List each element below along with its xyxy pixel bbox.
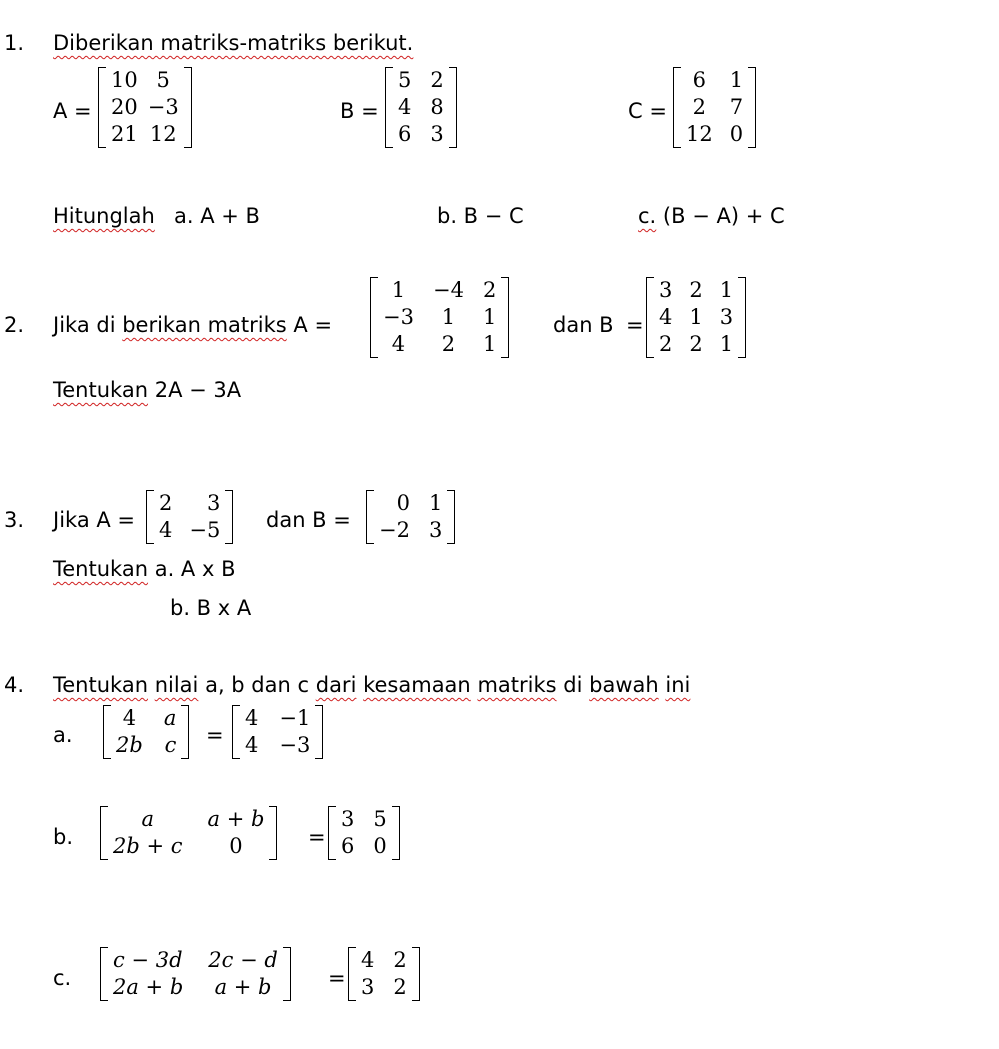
matrix-cell: 3 — [206, 491, 221, 515]
q4-title-word: matriks — [477, 673, 557, 697]
matrix-cell: 1 — [391, 278, 406, 302]
matrix-cell: a + b — [214, 975, 272, 999]
q1-matrix-a — [98, 67, 192, 148]
q2-text-jika: Jika di — [53, 313, 116, 337]
q4-a-left-matrix — [103, 705, 189, 759]
matrix-cell: c − 3d — [113, 948, 183, 972]
matrix-cell: 5 — [156, 68, 170, 92]
q2-text-berikan: berikan matriks — [122, 313, 287, 337]
matrix-cell: 4 — [245, 733, 259, 757]
q4-title-word: di — [563, 673, 583, 697]
matrix-cell: 1 — [482, 305, 497, 329]
q2-text-dan: dan B — [553, 313, 614, 337]
matrix-cell: 6 — [692, 68, 707, 92]
matrix-cell: 1 — [482, 332, 497, 356]
matrix-cell: 1 — [729, 68, 744, 92]
q4-b-left-matrix — [100, 806, 277, 860]
q3-number: 3. — [4, 508, 25, 532]
matrix-cell: 10 — [111, 68, 138, 92]
q2-tentukan: Tentukan — [53, 378, 149, 402]
q4-title-word: dari — [315, 673, 357, 697]
q4-title-word: kesamaan — [363, 673, 471, 697]
matrix-cell: −4 — [432, 278, 464, 302]
q3-tentukan: Tentukan — [53, 557, 149, 581]
q1-matrix-b — [385, 67, 457, 148]
matrix-cell: 12 — [149, 122, 177, 146]
matrix-cell: 2 — [430, 68, 444, 92]
matrix-cell: 12 — [686, 122, 713, 146]
matrix-cell: 2 — [393, 975, 407, 999]
q3-text-jika: Jika A = — [53, 508, 136, 532]
q4-a-right-matrix — [232, 705, 323, 759]
matrix-cell: 2 — [393, 948, 407, 972]
matrix-cell: 2 — [689, 332, 703, 356]
matrix-cell: 0 — [396, 491, 410, 515]
matrix-cell: 1 — [441, 305, 456, 329]
q4-title-word: bawah — [589, 673, 659, 697]
matrix-cell: 3 — [361, 975, 375, 999]
q4-b-right-matrix — [328, 806, 400, 860]
matrix-cell: 6 — [398, 122, 412, 146]
matrix-cell: c — [164, 733, 177, 757]
matrix-cell: 6 — [341, 834, 355, 858]
matrix-cell: 4 — [159, 518, 173, 542]
matrix-cell: 4 — [659, 305, 673, 329]
matrix-cell: 2b + c — [113, 834, 183, 858]
q1-part-c — [638, 204, 785, 228]
matrix-cell: 1 — [428, 491, 443, 515]
matrix-cell: a — [141, 807, 155, 831]
matrix-cell: 2 — [659, 332, 673, 356]
q1-part-c-label: c. — [638, 204, 657, 228]
q3-part-b: b. B x A — [170, 596, 252, 620]
matrix-cell: 1 — [719, 332, 734, 356]
q3-matrix-a — [146, 490, 233, 544]
matrix-cell: 2 — [482, 278, 497, 302]
matrix-cell: 3 — [719, 305, 734, 329]
q4-c-left-matrix — [100, 947, 291, 1001]
matrix-cell: 5 — [398, 68, 412, 92]
matrix-cell: 0 — [729, 122, 744, 146]
matrix-cell: 2 — [692, 95, 707, 119]
matrix-cell: −3 — [383, 305, 414, 329]
matrix-cell: 2 — [689, 278, 703, 302]
matrix-cell: 8 — [430, 95, 444, 119]
matrix-cell: 7 — [729, 95, 744, 119]
matrix-cell: 2 — [441, 332, 456, 356]
matrix-cell: 2a + b — [113, 975, 184, 999]
matrix-cell: a — [163, 706, 177, 730]
q1-label-a: A = — [53, 99, 92, 123]
q3-matrix-b — [366, 490, 455, 544]
q3-part-a: a. A x B — [154, 557, 236, 581]
matrix-cell: 4 — [398, 95, 412, 119]
matrix-cell: 3 — [428, 518, 443, 542]
q2-expression: 2A − 3A — [154, 378, 242, 402]
q4-b-equals: = — [308, 825, 326, 849]
matrix-cell: −1 — [279, 706, 311, 730]
matrix-cell: 3 — [659, 278, 673, 302]
q2-matrix-a — [370, 277, 509, 358]
matrix-cell: 4 — [245, 706, 259, 730]
q4-a-label: a. — [53, 723, 73, 747]
q2-matrix-b — [646, 277, 746, 358]
matrix-cell: 0 — [373, 834, 387, 858]
matrix-cell: 0 — [229, 834, 243, 858]
q1-part-c-expr: (B − A) + C — [662, 204, 785, 228]
q2-tentukan-line — [53, 378, 241, 402]
q4-title — [53, 673, 690, 697]
q3-text-dan: dan B = — [266, 508, 351, 532]
matrix-cell: −3 — [147, 95, 179, 119]
matrix-cell: 5 — [373, 807, 387, 831]
matrix-cell: 3 — [341, 807, 355, 831]
matrix-cell: 2c − d — [208, 948, 278, 972]
q1-part-a: a. A + B — [174, 204, 260, 228]
q1-label-c: C = — [628, 99, 667, 123]
q2-text — [53, 313, 332, 337]
q2-equals: = — [626, 313, 644, 337]
q1-part-b: b. B − C — [437, 204, 524, 228]
q1-hitunglah: Hitunglah — [53, 204, 155, 228]
q4-b-label: b. — [53, 825, 74, 849]
q3-tentukan-line — [53, 557, 235, 581]
matrix-cell: −5 — [189, 518, 221, 542]
q4-a-equals: = — [206, 723, 224, 747]
q1-matrix-c — [673, 67, 756, 148]
q4-c-equals: = — [328, 966, 346, 990]
matrix-cell: −2 — [379, 518, 410, 542]
matrix-cell: 4 — [361, 948, 375, 972]
q4-title-word: a, b dan c — [205, 673, 310, 697]
matrix-cell: 4 — [122, 706, 137, 730]
q4-title-word: Tentukan — [53, 673, 149, 697]
matrix-cell: 21 — [111, 122, 138, 146]
matrix-cell: 1 — [689, 305, 703, 329]
matrix-cell: −3 — [279, 733, 311, 757]
matrix-cell: a + b — [207, 807, 265, 831]
matrix-cell: 2b — [116, 733, 143, 757]
q4-title-word: nilai — [154, 673, 199, 697]
q4-c-right-matrix — [348, 947, 420, 1001]
q1-title: Diberikan matriks-matriks berikut. — [53, 31, 414, 55]
q4-c-label: c. — [53, 966, 72, 990]
matrix-cell: 1 — [719, 278, 734, 302]
q1-number: 1. — [4, 31, 25, 55]
matrix-cell: 20 — [111, 95, 138, 119]
q1-label-b: B = — [340, 99, 379, 123]
q4-number: 4. — [4, 673, 25, 697]
matrix-cell: 2 — [159, 491, 173, 515]
q2-text-label-a: A = — [293, 313, 333, 337]
matrix-cell: 4 — [391, 332, 406, 356]
q4-title-word: ini — [665, 673, 691, 697]
matrix-cell: 3 — [430, 122, 444, 146]
q2-number: 2. — [4, 313, 25, 337]
